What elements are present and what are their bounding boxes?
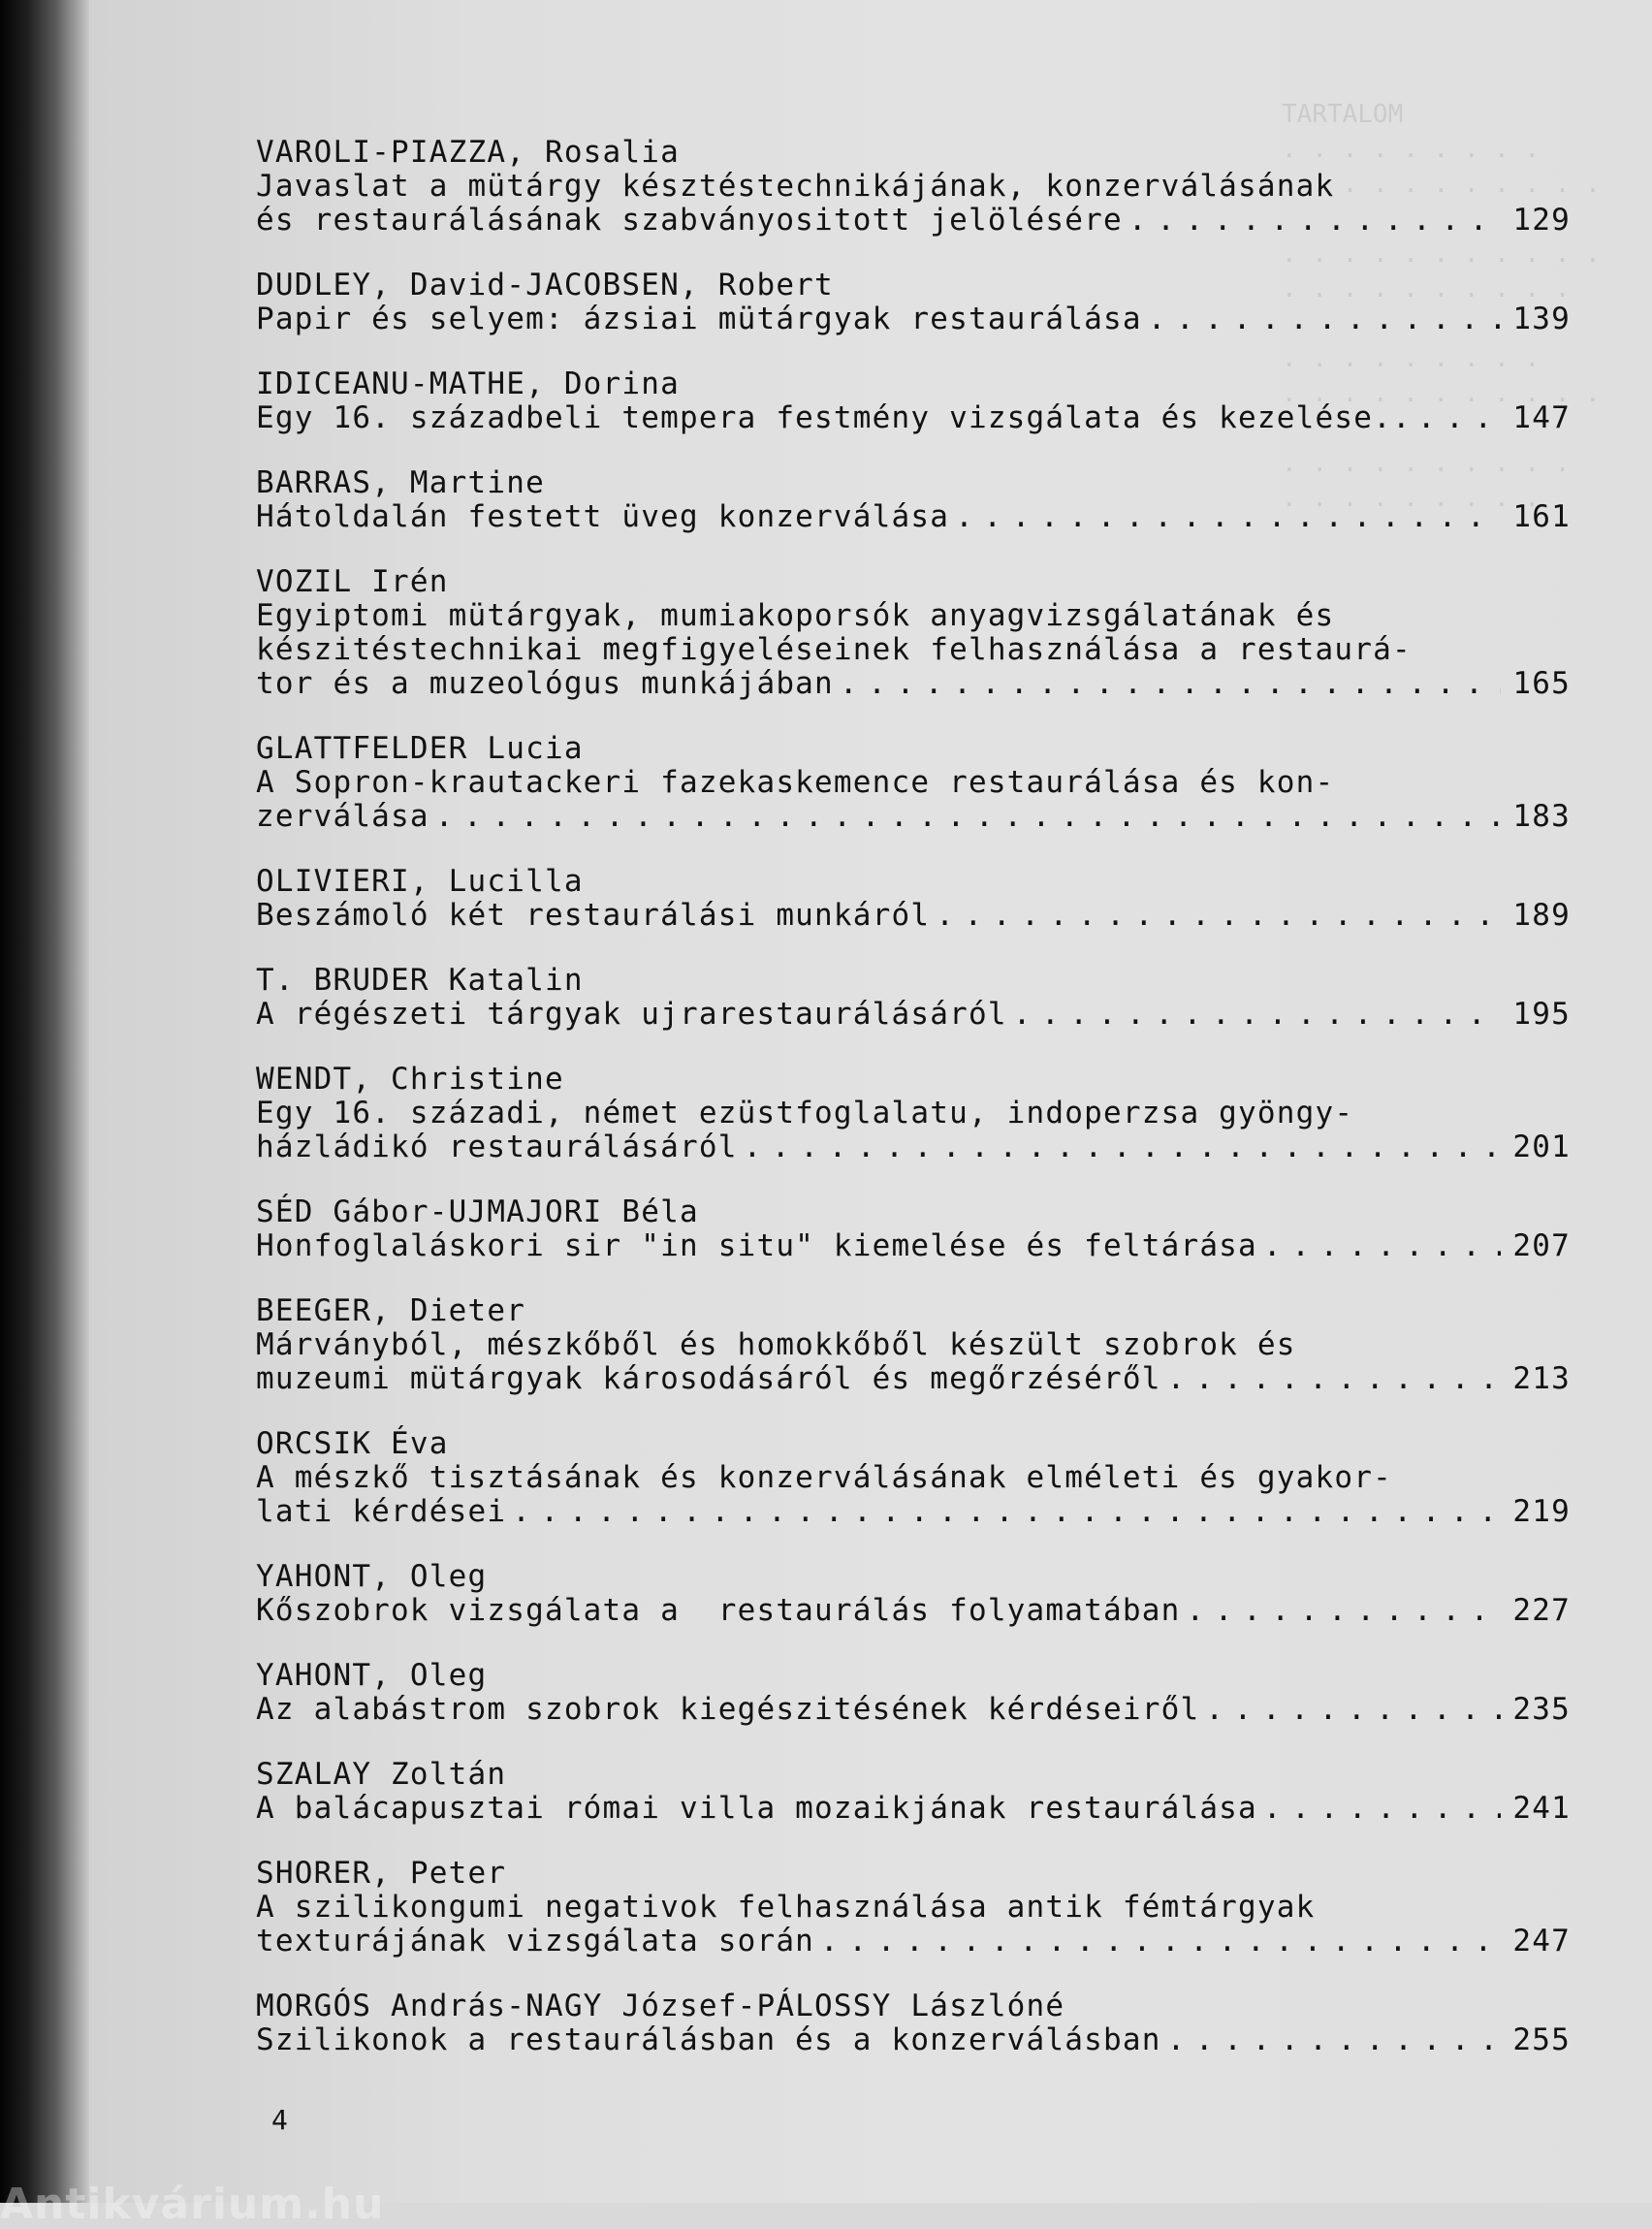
toc-author: YAHONT, Oleg bbox=[256, 1658, 488, 1693]
toc-title-line bbox=[256, 599, 1571, 633]
toc-title-text: Egy 16. századi, német ezüstfoglalatu, indoperzsa gyöngy- bbox=[256, 1096, 1354, 1130]
toc-title-text: Papir és selyem: ázsiai mütárgyak restaurálása bbox=[256, 302, 1142, 336]
toc-title-line bbox=[256, 1461, 1571, 1495]
toc-entry bbox=[256, 1294, 1571, 1396]
toc-title-text: A mészkő tisztásának és konzerválásának elméleti és gyakor- bbox=[256, 1460, 1392, 1495]
toc-title-line bbox=[256, 800, 1571, 834]
toc-page-number: 219 bbox=[1512, 1494, 1571, 1529]
toc-title-line bbox=[256, 401, 1571, 435]
toc-entry bbox=[256, 1857, 1571, 1958]
toc-author: SHORER, Peter bbox=[256, 1856, 507, 1891]
toc-title-text: A régészeti tárgyak ujrarestaurálásáról bbox=[256, 997, 1007, 1032]
toc-author: VOZIL Irén bbox=[256, 564, 449, 599]
toc-entry bbox=[256, 1195, 1571, 1263]
toc-title-text: texturájának vizsgálata során bbox=[256, 1924, 815, 1958]
toc-title-line bbox=[256, 1097, 1571, 1130]
dot-leader bbox=[1205, 1693, 1501, 1727]
toc-title-text: Az alabástrom szobrok kiegészitésének kérdéseiről bbox=[256, 1692, 1200, 1727]
dot-leader bbox=[820, 1925, 1501, 1958]
toc-page-number: 165 bbox=[1512, 666, 1571, 701]
toc-author: YAHONT, Oleg bbox=[256, 1559, 488, 1594]
toc-title-text: készitéstechnikai megfigyeléseinek felhasználása a restaurá- bbox=[256, 632, 1412, 667]
toc-page-number: 129 bbox=[1512, 203, 1571, 238]
dot-leader bbox=[1186, 1594, 1501, 1628]
toc-entry bbox=[256, 1758, 1571, 1826]
toc-title-line bbox=[256, 303, 1571, 336]
toc-title-line bbox=[256, 2023, 1571, 2057]
toc-page-number: 241 bbox=[1512, 1791, 1571, 1826]
toc-author: GLATTFELDER Lucia bbox=[256, 731, 584, 766]
toc-title-text: tor és a muzeológus munkájában bbox=[256, 666, 834, 701]
toc-page-number: 147 bbox=[1512, 400, 1571, 435]
dot-leader bbox=[1263, 1792, 1502, 1826]
toc-title-text: zerválása bbox=[256, 799, 429, 834]
toc-title-text: A Sopron-krautackeri fazekaskemence restaurálása és kon- bbox=[256, 765, 1335, 800]
dot-leader bbox=[435, 800, 1502, 834]
toc-title-line bbox=[256, 667, 1571, 701]
toc-title-line bbox=[256, 1130, 1571, 1164]
toc-entry bbox=[256, 732, 1571, 834]
toc-entry bbox=[256, 367, 1571, 435]
toc-title-line bbox=[256, 1594, 1571, 1628]
toc-title-text: lati kérdései bbox=[256, 1494, 507, 1529]
toc-entry bbox=[256, 1063, 1571, 1164]
dot-leader bbox=[1167, 1362, 1502, 1396]
toc-page-number: 201 bbox=[1512, 1130, 1571, 1164]
toc-page-number: 195 bbox=[1512, 997, 1571, 1032]
toc-page-number: 183 bbox=[1512, 799, 1571, 834]
toc-author: MORGÓS András-NAGY József-PÁLOSSY Lászlóné bbox=[256, 1989, 1065, 2023]
toc-author: OLIVIERI, Lucilla bbox=[256, 864, 584, 899]
toc-title-text: Hátoldalán festett üveg konzerválása bbox=[256, 499, 950, 534]
toc-title-line bbox=[256, 899, 1571, 933]
toc-page-number: 235 bbox=[1512, 1692, 1571, 1727]
toc-author: BARRAS, Martine bbox=[256, 465, 545, 500]
toc-entry bbox=[256, 1990, 1571, 2057]
watermark: Antikvárium.hu bbox=[0, 2180, 385, 2229]
toc-title-text: és restaurálásának szabványositott jelölésére bbox=[256, 203, 1123, 238]
toc-author: VAROLI-PIAZZA, Rosalia bbox=[256, 135, 680, 170]
toc-title-text: A szilikongumi negativok felhasználása antik fémtárgyak bbox=[256, 1890, 1316, 1925]
toc-title-text: Szilikonok a restaurálásban és a konzerválásban bbox=[256, 2022, 1161, 2057]
toc-author: WENDT, Christine bbox=[256, 1062, 564, 1097]
toc-page-number: 189 bbox=[1512, 898, 1571, 933]
toc-title-text: Márványból, mészkőből és homokkőből készült szobrok és bbox=[256, 1327, 1296, 1362]
toc-author: IDICEANU-MATHE, Dorina bbox=[256, 366, 680, 401]
dot-leader bbox=[936, 899, 1501, 933]
dot-leader bbox=[1148, 303, 1502, 336]
dot-leader bbox=[512, 1495, 1501, 1529]
toc-title-line bbox=[256, 1693, 1571, 1727]
toc-title-text: Kőszobrok vizsgálata a restaurálás folyamatában bbox=[256, 1593, 1181, 1628]
toc-entry bbox=[256, 1427, 1571, 1529]
toc-page-number: 227 bbox=[1512, 1593, 1571, 1628]
toc-title-text: házládikó restaurálásáról bbox=[256, 1130, 738, 1164]
dot-leader bbox=[1417, 401, 1502, 435]
toc-author: ORCSIK Éva bbox=[256, 1426, 449, 1461]
toc-author: BEEGER, Dieter bbox=[256, 1293, 526, 1328]
toc-title-text: Egyiptomi mütárgyak, mumiakoporsók anyagvizsgálatának és bbox=[256, 598, 1335, 633]
toc-entry bbox=[256, 865, 1571, 933]
toc-title-line bbox=[256, 766, 1571, 800]
toc-title-text: Egy 16. századbeli tempera festmény vizsgálata és kezelése.. bbox=[256, 400, 1412, 435]
toc-title-line bbox=[256, 204, 1571, 238]
dot-leader bbox=[1167, 2023, 1502, 2057]
toc-title-text: muzeumi mütárgyak károsodásáról és megőrzéséről bbox=[256, 1361, 1161, 1396]
dot-leader bbox=[1013, 998, 1502, 1032]
dot-leader bbox=[840, 667, 1501, 701]
toc-entry bbox=[256, 1560, 1571, 1628]
toc-title-line bbox=[256, 633, 1571, 667]
toc-author: T. BRUDER Katalin bbox=[256, 963, 584, 998]
toc-author: SÉD Gábor-UJMAJORI Béla bbox=[256, 1194, 699, 1229]
toc-title-line bbox=[256, 170, 1571, 204]
toc-title-line bbox=[256, 1229, 1571, 1263]
toc-title-line bbox=[256, 1792, 1571, 1826]
toc-title-text: A balácapusztai római villa mozaikjának restaurálása bbox=[256, 1791, 1257, 1826]
show-through-text: TARTALOM . . . . . . . . . . . . . . . . . . . . . . . . . . . . . . . . . . . . . . . . . . . . . . . . . . . . . . . . . . . . . . . . . . . . . . . . . . . . . . . . bbox=[1282, 100, 1601, 513]
toc-entry bbox=[256, 1659, 1571, 1727]
toc-page-number: 213 bbox=[1512, 1361, 1571, 1396]
toc-title-line bbox=[256, 1925, 1571, 1958]
toc-author: DUDLEY, David-JACOBSEN, Robert bbox=[256, 268, 834, 303]
toc-entry bbox=[256, 565, 1571, 701]
book-binding-shadow bbox=[0, 0, 89, 2203]
toc-page-number: 247 bbox=[1512, 1924, 1571, 1958]
toc-title-text: Honfoglaláskori sir "in situ" kiemelése és feltárása bbox=[256, 1228, 1257, 1263]
toc-entry bbox=[256, 136, 1571, 238]
toc-page-number: 139 bbox=[1512, 302, 1571, 336]
toc-page-number: 207 bbox=[1512, 1228, 1571, 1263]
table-of-contents bbox=[256, 136, 1571, 2088]
page-number: 4 bbox=[271, 2104, 288, 2136]
toc-author: SZALAY Zoltán bbox=[256, 1757, 507, 1792]
toc-title-line bbox=[256, 1362, 1571, 1396]
toc-title-line bbox=[256, 1328, 1571, 1362]
dot-leader bbox=[744, 1130, 1502, 1164]
toc-entry bbox=[256, 269, 1571, 336]
toc-title-line bbox=[256, 998, 1571, 1032]
toc-title-line bbox=[256, 1495, 1571, 1529]
toc-title-text: Beszámoló két restaurálási munkáról bbox=[256, 898, 931, 933]
dot-leader bbox=[955, 500, 1501, 534]
toc-title-text: Javaslat a mütárgy késztéstechnikájának, konzerválásának bbox=[256, 169, 1335, 204]
toc-title-line bbox=[256, 500, 1571, 534]
toc-title-line bbox=[256, 1891, 1571, 1925]
toc-entry bbox=[256, 466, 1571, 534]
dot-leader bbox=[1263, 1229, 1502, 1263]
toc-entry bbox=[256, 964, 1571, 1032]
toc-page-number: 161 bbox=[1512, 499, 1571, 534]
dot-leader bbox=[1128, 204, 1502, 238]
toc-page-number: 255 bbox=[1512, 2022, 1571, 2057]
